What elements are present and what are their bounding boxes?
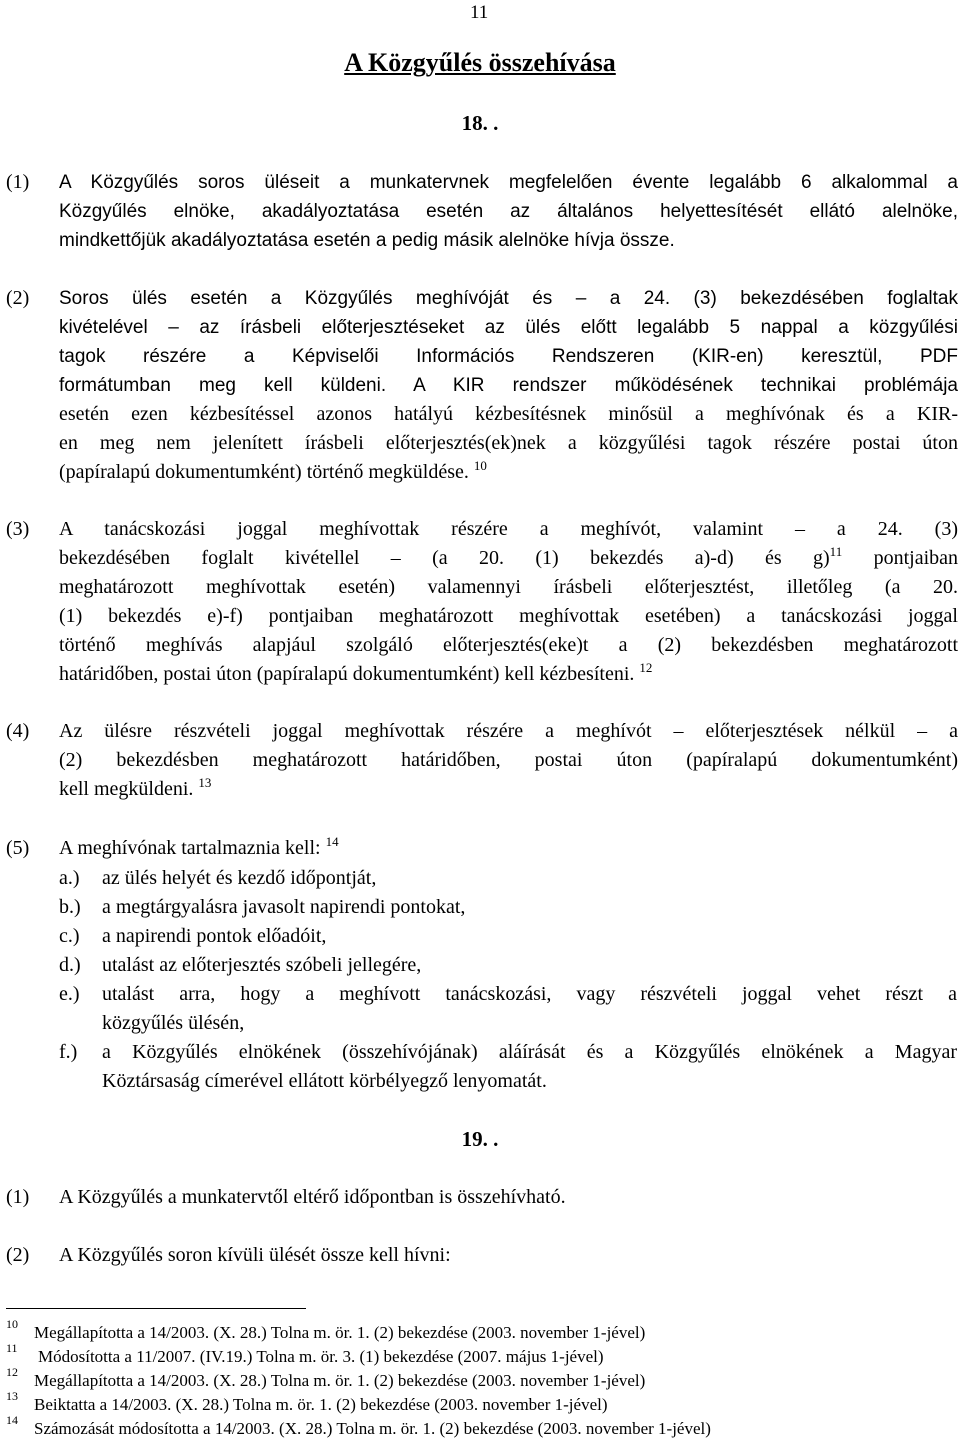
paragraph-number: (2) xyxy=(6,1244,30,1266)
footnote-ref[interactable]: 13 xyxy=(198,775,212,790)
paragraph-number: (1) xyxy=(6,1186,30,1208)
list-item-text: közgyűlés ülésén, xyxy=(102,1012,245,1034)
text-line: tagok részére a Képviselői Információs Rendszeren (KIR-en) keresztül, PDF xyxy=(59,346,958,367)
footnote-number: 13 xyxy=(6,1389,18,1403)
list-item-label: a.) xyxy=(59,867,80,889)
list-item-text: a megtárgyalásra javasolt napirendi pontokat, xyxy=(102,896,466,918)
footnote-text: Megállapította a 14/2003. (X. 28.) Tolna m. ör. 1. (2) bekezdése (2003. november 1-jével) xyxy=(34,1323,646,1342)
list-item-text: Köztársaság címerével ellátott körbélyegző lenyomatát. xyxy=(102,1070,547,1092)
paragraph-number: (3) xyxy=(6,518,30,540)
footnote-text: Beiktatta a 14/2003. (X. 28.) Tolna m. ör. 1. (2) bekezdése (2003. november 1-jével) xyxy=(34,1395,608,1414)
footnote-text: Megállapította a 14/2003. (X. 28.) Tolna m. ör. 1. (2) bekezdése (2003. november 1-jével) xyxy=(34,1371,646,1390)
list-item-label: c.) xyxy=(59,925,80,947)
list-item-text: utalást arra, hogy a meghívott tanácskozási, vagy részvételi joggal vehet részt a xyxy=(102,983,957,1005)
text-line-end: pontjaiban xyxy=(873,547,959,569)
footnote-separator xyxy=(6,1308,306,1309)
footnote-number: 12 xyxy=(6,1365,18,1379)
text-line: bekezdésében foglalt kivétellel – (a 20. (1) bekezdés a)-d) és g) xyxy=(59,547,830,569)
text-line: A meghívónak tartalmaznia kell: xyxy=(59,837,321,859)
paragraph-number: (1) xyxy=(6,171,30,193)
page-number: 11 xyxy=(470,2,489,23)
list-item-label: e.) xyxy=(59,983,80,1005)
text-line: határidőben, postai úton (papíralapú dokumentumként) kell kézbesíteni. xyxy=(59,663,635,685)
text-line: Közgyűlés elnöke, akadályoztatása esetén az általános helyettesítését ellátó alelnöke, xyxy=(59,201,958,222)
section-heading-19: 19. . xyxy=(461,1127,499,1151)
text-line: mindkettőjük akadályoztatása esetén a pedig másik alelnöke hívja össze. xyxy=(59,230,675,251)
text-line: (papíralapú dokumentumként) történő megküldése. xyxy=(59,461,469,483)
list-item-text: a napirendi pontok előadóit, xyxy=(102,925,327,947)
text-line: kell megküldeni. xyxy=(59,778,194,800)
list-item-text: a Közgyűlés elnökének (összehívójának) aláírását és a Közgyűlés elnökének a Magyar xyxy=(102,1041,957,1063)
text-line: esetén ezen kézbesítéssel azonos hatályú kézbesítésnek minősül a meghívónak és a KIR- xyxy=(59,403,958,425)
section-heading-18: 18. . xyxy=(461,111,499,135)
text-line: A Közgyűlés soron kívüli ülését össze kell hívni: xyxy=(59,1244,451,1266)
text-line: történő meghívás alapjául szolgáló előterjesztés(eke)t a (2) bekezdésben meghatározott xyxy=(59,634,958,656)
footnote-text: Módosította a 11/2007. (IV.19.) Tolna m. ör. 3. (1) bekezdése (2007. május 1-jével) xyxy=(38,1347,604,1366)
text-line: formátumban meg kell küldeni. A KIR rendszer működésének technikai problémája xyxy=(59,375,958,396)
footnote-number: 11 xyxy=(6,1341,18,1355)
text-line: A tanácskozási joggal meghívottak részére a meghívót, valamint – a 24. (3) xyxy=(59,518,958,540)
text-line: Soros ülés esetén a Közgyűlés meghívóját és – a 24. (3) bekezdésében foglaltak xyxy=(59,288,958,309)
text-line: Az ülésre részvételi joggal meghívottak részére a meghívót – előterjesztések nélkül – a xyxy=(59,720,958,742)
text-line: A Közgyűlés soros üléseit a munkatervnek megfelelően évente legalább 6 alkalommal a xyxy=(59,172,958,193)
footnote-ref[interactable]: 12 xyxy=(639,660,653,675)
footnote-ref[interactable]: 11 xyxy=(829,544,843,559)
text-line: (2) bekezdésben meghatározott határidőben, postai úton (papíralapú dokumentumként) xyxy=(59,749,958,771)
footnote-ref[interactable]: 10 xyxy=(473,458,487,473)
paragraph-number: (4) xyxy=(6,720,30,742)
footnote-number: 10 xyxy=(6,1317,18,1331)
text-line: (1) bekezdés e)-f) pontjaiban meghatározott meghívottak esetében) a tanácskozási joggal xyxy=(59,605,958,627)
footnote-text: Számozását módosította a 14/2003. (X. 28.) Tolna m. ör. 1. (2) bekezdése (2003. november 1-jével) xyxy=(34,1419,711,1438)
footnote-ref[interactable]: 14 xyxy=(325,834,339,849)
paragraph-number: (5) xyxy=(6,837,30,859)
list-item-text: az ülés helyét és kezdő időpontját, xyxy=(102,867,377,889)
text-line: kivételével – az írásbeli előterjesztéseket az ülés előtt legalább 5 nappal a közgyűlési xyxy=(59,317,958,338)
text-line: meghatározott meghívottak esetén) valamennyi írásbeli előterjesztést, illetőleg (a 20. xyxy=(59,576,958,598)
list-item-text: utalást az előterjesztés szóbeli jellegére, xyxy=(102,954,422,976)
paragraph-number: (2) xyxy=(6,287,30,309)
text-line: A Közgyűlés a munkatervtől eltérő időpontban is összehívható. xyxy=(59,1186,566,1208)
list-item-label: f.) xyxy=(59,1041,78,1063)
list-item-label: d.) xyxy=(59,954,81,976)
text-line: en meg nem jelenített írásbeli előterjesztés(ek)nek a közgyűlési tagok részére postai úton xyxy=(59,432,958,454)
list-item-label: b.) xyxy=(59,896,81,918)
page-title: A Közgyűlés összehívása xyxy=(344,48,616,77)
footnote-number: 14 xyxy=(6,1413,18,1427)
